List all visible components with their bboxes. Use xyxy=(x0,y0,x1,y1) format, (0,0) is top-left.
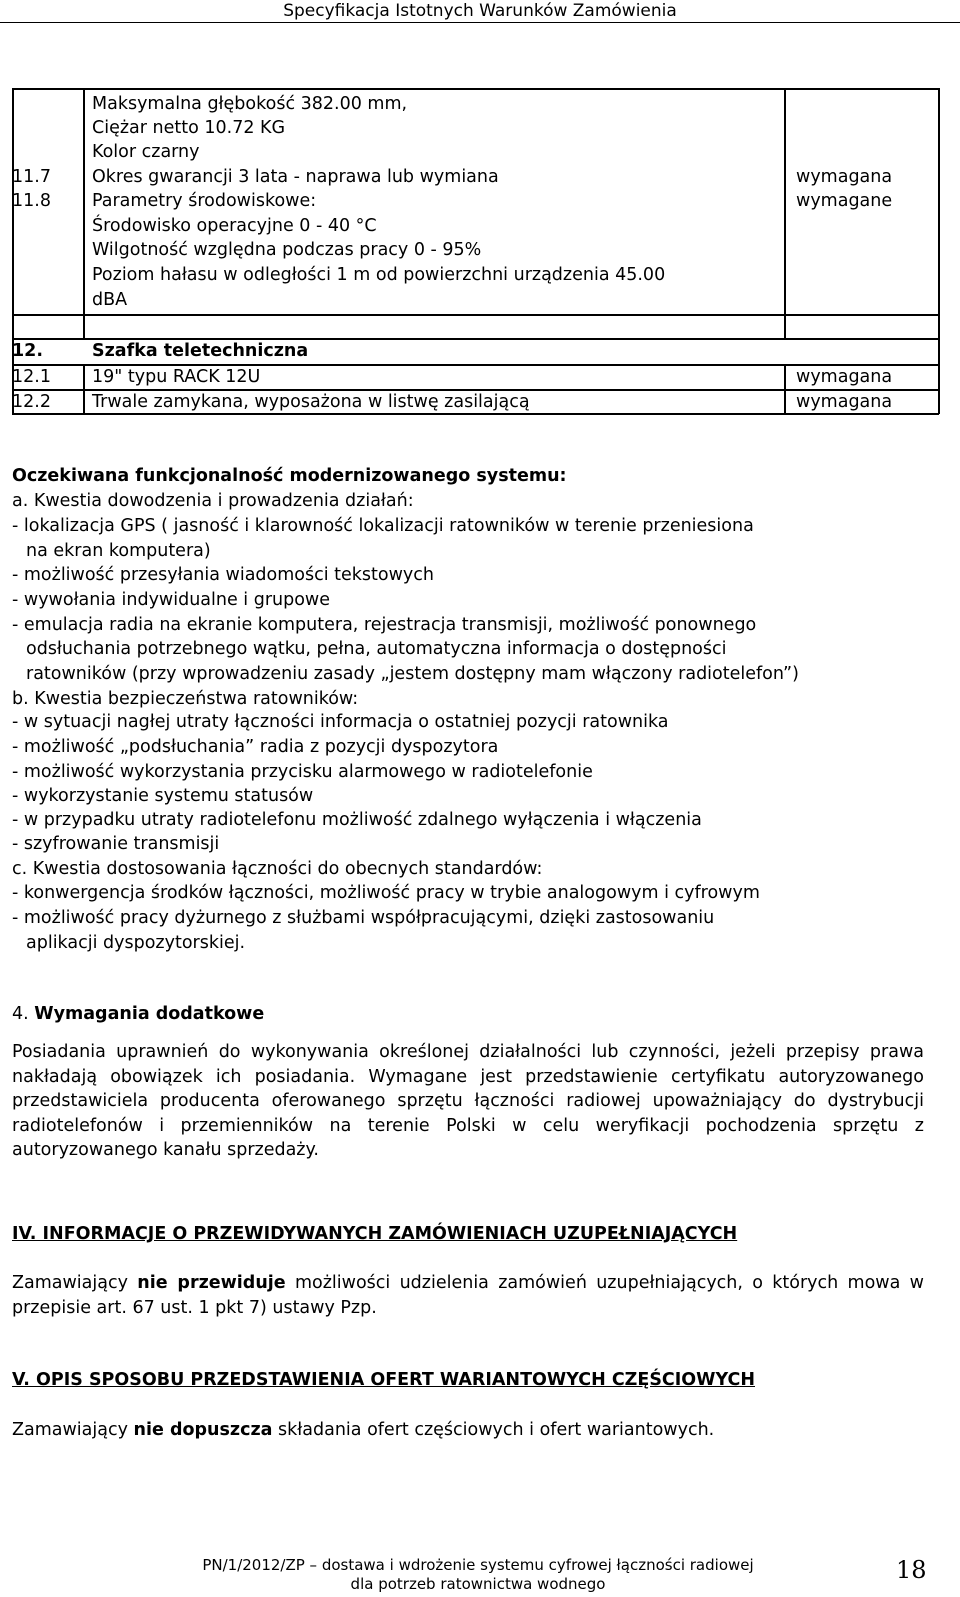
table-border xyxy=(12,314,939,316)
table-border xyxy=(784,88,786,339)
table-cell-text: Kolor czarny xyxy=(92,142,200,162)
header-title: Specyfikacja Istotnych Warunków Zamówienia xyxy=(283,1,677,21)
row-description: Szafka teletechniczna xyxy=(92,341,309,361)
list-item: odsłuchania potrzebnego wątku, pełna, automatyczna informacja o dostępności xyxy=(26,639,727,659)
section-v-heading: V. OPIS SPOSOBU PRZEDSTAWIENIA OFERT WARIANTOWYCH CZĘŚCIOWYCH xyxy=(12,1370,755,1390)
row-number: 11.8 xyxy=(12,191,51,211)
list-item: - możliwość pracy dyżurnego z służbami współpracującymi, dzięki zastosowaniu xyxy=(12,908,715,928)
row-description: Trwale zamykana, wyposażona w listwę zasilającą xyxy=(92,392,530,412)
paragraph-text: Zamawiający xyxy=(12,1273,128,1293)
section-v-paragraph xyxy=(12,1418,924,1443)
list-item: - emulacja radia na ekranie komputera, rejestracja transmisji, możliwość ponownego xyxy=(12,615,757,635)
row-requirement: wymagana xyxy=(796,392,893,412)
list-item: a. Kwestia dowodzenia i prowadzenia działań: xyxy=(12,491,414,511)
list-item: aplikacji dyspozytorskiej. xyxy=(26,933,246,953)
table-border xyxy=(83,88,85,339)
list-item: - w sytuacji nagłej utraty łączności informacja o ostatniej pozycji ratownika xyxy=(12,712,669,732)
table-cell-text: Maksymalna głębokość 382.00 mm, xyxy=(92,94,408,114)
page-number: 18 xyxy=(896,1556,927,1584)
row-description: Poziom hałasu w odległości 1 m od powierzchni urządzenia 45.00 xyxy=(92,265,666,285)
paragraph-emphasis: nie przewiduje xyxy=(137,1273,286,1293)
row-description: 19" typu RACK 12U xyxy=(92,367,261,387)
row-description: dBA xyxy=(92,290,128,310)
list-item: - możliwość przesyłania wiadomości tekstowych xyxy=(12,565,434,585)
row-number: 12. xyxy=(12,341,44,361)
paragraph-emphasis: nie dopuszcza xyxy=(133,1420,273,1440)
footer-line: PN/1/2012/ZP – dostawa i wdrożenie systemu cyfrowej łączności radiowej xyxy=(202,1556,754,1574)
list-item: - szyfrowanie transmisji xyxy=(12,834,220,854)
row-description: Wilgotność względna podczas pracy 0 - 95% xyxy=(92,240,482,260)
list-item: - możliwość „podsłuchania” radia z pozycji dyspozytora xyxy=(12,737,499,757)
section-iv-paragraph xyxy=(12,1271,924,1320)
section-title: Wymagania dodatkowe xyxy=(34,1004,265,1024)
table-border xyxy=(938,88,940,414)
row-requirement: wymagana xyxy=(796,367,893,387)
row-requirement: wymagana xyxy=(796,167,893,187)
list-item: ratowników (przy wprowadzeniu zasady „jestem dostępny mam włączony radiotelefon”) xyxy=(26,664,799,684)
row-description: Środowisko operacyjne 0 - 40 °C xyxy=(92,216,377,236)
list-item: - w przypadku utraty radiotelefonu możliwość zdalnego wyłączenia i włączenia xyxy=(12,810,702,830)
section-4-heading xyxy=(12,1002,264,1026)
section-iv-heading: IV. INFORMACJE O PRZEWIDYWANYCH ZAMÓWIENIACH UZUPEŁNIAJĄCYCH xyxy=(12,1224,738,1244)
list-item: - lokalizacja GPS ( jasność i klarowność lokalizacji ratowników w terenie przeniesiona xyxy=(12,516,754,536)
row-requirement: wymagane xyxy=(796,191,893,211)
list-item: - wywołania indywidualne i grupowe xyxy=(12,590,331,610)
list-item: - konwergencja środków łączności, możliwość pracy w trybie analogowym i cyfrowym xyxy=(12,883,760,903)
table-border xyxy=(83,364,85,414)
table-cell-text: Ciężar netto 10.72 KG xyxy=(92,118,286,138)
functionality-heading: Oczekiwana funkcjonalność modernizowanego systemu: xyxy=(12,466,567,486)
list-item: c. Kwestia dostosowania łączności do obecnych standardów: xyxy=(12,859,543,879)
paragraph-text: Zamawiający xyxy=(12,1420,128,1440)
section-4-paragraph: Posiadania uprawnień do wykonywania określonej działalności lub czynności, jeżeli przepisy prawa nakładają obowiązek ich posiadania. Wymagane jest przedstawienie certyfikatu autoryzowanego przedstawiciela producenta oferowanego sprzętu łączności radiowej upoważniający do dystrybucji radiotelefonów i przemienników na terenie Polski w celu weryfikacji pochodzenia sprzętu z autoryzowanego kanału sprzedaży. xyxy=(12,1042,924,1160)
paragraph-text: składania ofert częściowych i ofert wariantowych. xyxy=(278,1420,715,1440)
list-item: - możliwość wykorzystania przycisku alarmowego w radiotelefonie xyxy=(12,762,593,782)
section-number: 4. xyxy=(12,1004,29,1024)
page-header xyxy=(0,0,960,23)
row-description: Parametry środowiskowe: xyxy=(92,191,317,211)
row-number: 12.2 xyxy=(12,392,51,412)
row-description: Okres gwarancji 3 lata - naprawa lub wymiana xyxy=(92,167,499,187)
paragraph-text: możliwości udzielenia zamówień uzupełniających, o których mowa w przepisie art. 67 ust. 1 pkt 7) ustawy Pzp. xyxy=(12,1273,924,1318)
list-item: - wykorzystanie systemu statusów xyxy=(12,786,314,806)
table-border xyxy=(12,88,939,90)
table-border xyxy=(784,364,786,414)
list-item: b. Kwestia bezpieczeństwa ratowników: xyxy=(12,689,359,709)
footer-line: dla potrzeb ratownictwa wodnego xyxy=(350,1575,606,1593)
list-item: na ekran komputera) xyxy=(26,541,211,561)
row-number: 12.1 xyxy=(12,367,51,387)
row-number: 11.7 xyxy=(12,167,51,187)
